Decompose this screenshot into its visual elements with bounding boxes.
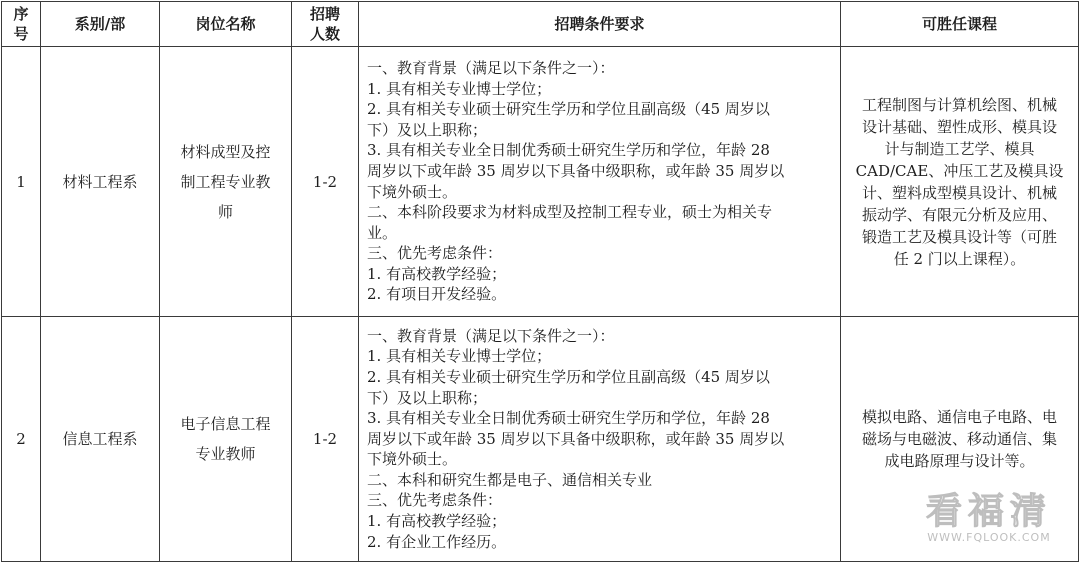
requirement-line: 周岁以下或年龄 35 周岁以下具备中级职称，或年龄 35 周岁以 [367,429,785,448]
row-position [160,317,292,562]
course-line: 磁场与电磁波、移动通信、集 [861,430,1057,448]
requirement-line: 2. 有企业工作经历。 [367,532,507,551]
row-courses [841,47,1079,317]
header-courses: 可胜任课程 [841,2,1079,47]
requirement-line: 一、教育背景（满足以下条件之一）： [367,58,615,77]
header-index [2,2,41,47]
requirement-line: 周岁以下或年龄 35 周岁以下具备中级职称，或年龄 35 周岁以 [367,161,785,180]
course-line: CAD/CAE、冲压工艺及模具设 [855,161,1064,180]
course-line: 设计基础、塑性成形、模具设 [861,117,1057,136]
row-courses [841,317,1079,562]
header-department: 系别/部 [41,2,160,47]
requirement-line: 一、教育背景（满足以下条件之一）： [367,326,615,345]
course-line: 计与制造工艺学、模具 [884,139,1035,158]
requirement-line: 三、优先考虑条件： [367,491,503,510]
row-count: 1-2 [292,47,359,317]
row-index: 2 [2,317,41,562]
requirement-line: 三、优先考虑条件： [367,244,503,263]
header-row [2,2,1079,47]
row-position [160,47,292,317]
requirement-line: 2. 具有相关专业硕士研究生学历和学位且副高级（45 周岁以 [367,100,770,119]
requirement-line: 二、本科和研究生都是电子、通信相关专业 [367,470,653,489]
course-line: 工程制图与计算机绘图、机械 [861,95,1057,114]
requirement-line: 2. 有项目开发经验。 [367,285,507,304]
table-row [2,47,1079,317]
requirement-line: 2. 具有相关专业硕士研究生学历和学位且副高级（45 周岁以 [367,367,770,386]
header-index-line: 号 [13,25,29,43]
requirement-line: 1. 有高校教学经验； [367,512,507,531]
header-count-line: 招聘 [309,5,340,23]
header-count [292,2,359,47]
header-count-line: 人数 [309,25,340,43]
row-department: 材料工程系 [41,47,160,317]
requirement-line: 1. 具有相关专业博士学位； [367,347,552,366]
watermark-url: WWW.FQLOOK.COM [927,531,1051,544]
course-line: 任 2 门以上课程）。 [893,249,1026,268]
row-count: 1-2 [292,317,359,562]
requirement-line: 二、本科阶段要求为材料成型及控制工程专业，硕士为相关专 [367,203,773,222]
position-line: 专业教师 [195,445,256,463]
requirement-line: 3. 具有相关专业全日制优秀硕士研究生学历和学位，年龄 28 [367,409,770,428]
course-line: 成电路原理与设计等。 [884,452,1035,470]
header-position: 岗位名称 [160,2,292,47]
table-row [2,317,1079,562]
requirement-line: 下境外硕士。 [367,182,458,201]
row-requirements [359,47,841,317]
position-line: 材料成型及控 [180,142,271,161]
course-line: 振动学、有限元分析及应用、 [861,205,1057,224]
watermark-logo-text: 看福清 [925,491,1052,532]
course-line: 模拟电路、通信电子电路、电 [861,408,1057,426]
requirement-line: 1. 有高校教学经验； [367,264,507,283]
requirement-line: 1. 具有相关专业博士学位； [367,79,552,98]
course-line: 计、塑料成型模具设计、机械 [861,183,1057,202]
requirement-line: 下）及以上职称； [367,120,488,139]
requirement-line: 业。 [367,223,398,242]
row-department: 信息工程系 [41,317,160,562]
position-line: 制工程专业教 [180,172,271,191]
header-requirements: 招聘条件要求 [359,2,841,47]
requirement-line: 下）及以上职称； [367,388,488,407]
row-requirements [359,317,841,562]
requirement-line: 3. 具有相关专业全日制优秀硕士研究生学历和学位，年龄 28 [367,141,770,160]
header-index-line: 序 [13,5,29,23]
row-index: 1 [2,47,41,317]
position-line: 师 [217,202,233,221]
course-line: 锻造工艺及模具设计等（可胜 [861,227,1057,246]
requirement-line: 下境外硕士。 [367,450,458,469]
recruitment-table [1,1,1079,562]
position-line: 电子信息工程 [180,415,271,433]
